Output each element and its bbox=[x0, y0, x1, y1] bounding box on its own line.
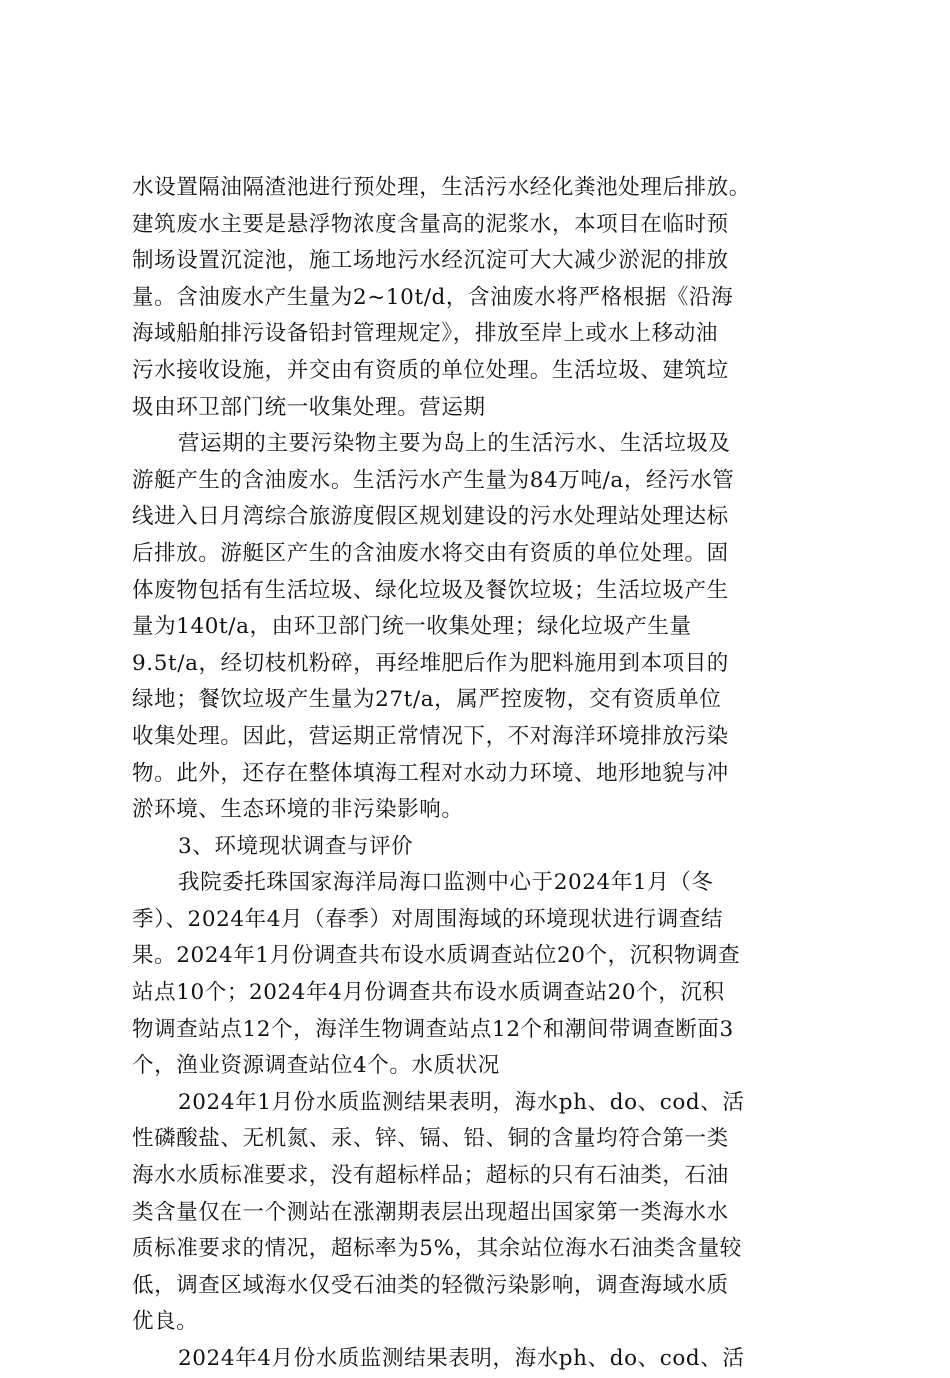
text-line: 体废物包括有生活垃圾、绿化垃圾及餐饮垃圾；生活垃圾产生 bbox=[132, 577, 729, 603]
text-line: 9.5t/a，经切枝机粉碎，再经堆肥后作为肥料施用到本项目的 bbox=[132, 650, 729, 676]
text-line: 季）、2024年4月（春季）对周围海域的环境现状进行调查结 bbox=[132, 906, 724, 932]
text-line: 类含量仅在一个测站在涨潮期表层出现超出国家第一类海水水 bbox=[132, 1199, 729, 1225]
paragraph-first-line: 2024年1月份水质监测结果表明，海水ph、do、cod、活 bbox=[178, 1089, 745, 1115]
text-line: 物调查站点12个，海洋生物调查站点12个和潮间带调查断面3 bbox=[132, 1016, 734, 1042]
text-line: 线进入日月湾综合旅游度假区规划建设的污水处理站处理达标 bbox=[132, 504, 729, 530]
text-line: 海水水质标准要求，没有超标样品；超标的只有石油类，石油 bbox=[132, 1163, 729, 1189]
text-line: 物。此外，还存在整体填海工程对水动力环境、地形地貌与冲 bbox=[132, 760, 729, 786]
text-line: 水设置隔油隔渣池进行预处理，生活污水经化粪池处理后排放。 bbox=[132, 175, 751, 200]
text-line: 游艇产生的含油废水。生活污水产生量为84万吨/a，经污水管 bbox=[132, 467, 735, 493]
text-line: 圾由环卫部门统一收集处理。营运期 bbox=[132, 394, 486, 420]
text-line: 低，调查区域海水仅受石油类的轻微污染影响，调查海域水质 bbox=[132, 1272, 729, 1298]
text-line: 建筑废水主要是悬浮物浓度含量高的泥浆水，本项目在临时预 bbox=[132, 211, 729, 237]
text-line: 优良。 bbox=[132, 1309, 199, 1335]
text-line: 性磷酸盐、无机氮、汞、锌、镉、铅、铜的含量均符合第一类 bbox=[132, 1126, 729, 1152]
text-line: 质标准要求的情况，超标率为5%，其余站位海水石油类含量较 bbox=[132, 1236, 742, 1262]
paragraph-first-line: 2024年4月份水质监测结果表明，海水ph、do、cod、活 bbox=[178, 1346, 745, 1371]
text-line: 淤环境、生态环境的非污染影响。 bbox=[132, 797, 464, 823]
text-line: 污水接收设施，并交由有资质的单位处理。生活垃圾、建筑垃 bbox=[132, 357, 729, 383]
text-line: 果。2024年1月份调查共布设水质调查站位20个，沉积物调查 bbox=[132, 943, 741, 969]
text-line: 收集处理。因此，营运期正常情况下，不对海洋环境排放污染 bbox=[132, 723, 729, 749]
paragraph-first-line: 我院委托珠国家海洋局海口监测中心于2024年1月（冬 bbox=[178, 870, 714, 896]
text-line: 站点10个；2024年4月份调查共布设水质调查站20个，沉积 bbox=[132, 980, 725, 1006]
body-text bbox=[132, 170, 822, 1378]
text-line: 个，渔业资源调查站位4个。水质状况 bbox=[132, 1053, 500, 1079]
text-line: 量为140t/a，由环卫部门统一收集处理；绿化垃圾产生量 bbox=[132, 614, 692, 640]
text-line: 海域船舶排污设备铅封管理规定》，排放至岸上或水上移动油 bbox=[132, 321, 718, 347]
section-heading: 3、环境现状调查与评价 bbox=[178, 833, 414, 859]
text-line: 后排放。游艇区产生的含油废水将交由有资质的单位处理。固 bbox=[132, 540, 729, 566]
text-line: 制场设置沉淀池，施工场地污水经沉淀可大大减少淤泥的排放 bbox=[132, 248, 729, 274]
text-line: 量。含油废水产生量为2~10t/d，含油废水将严格根据《沿海 bbox=[132, 284, 734, 310]
paragraph-first-line: 营运期的主要污染物主要为岛上的生活污水、生活垃圾及 bbox=[178, 431, 731, 457]
text-line: 绿地；餐饮垃圾产生量为27t/a，属严控废物，交有资质单位 bbox=[132, 687, 722, 713]
